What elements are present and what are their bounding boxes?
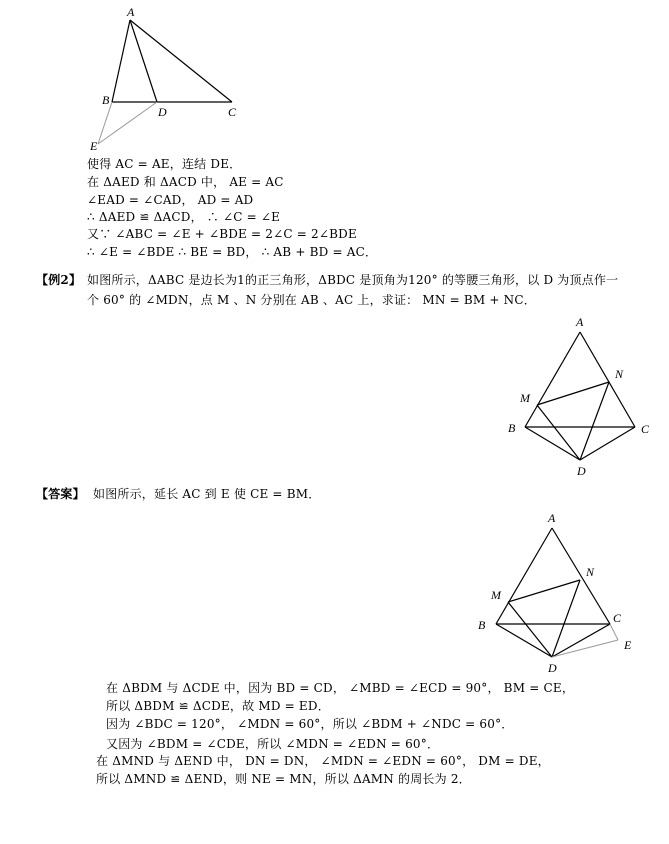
figure-2 [500, 312, 660, 482]
proof1-line-3: ∠EAD = ∠CAD， AD = AD [87, 193, 254, 207]
fig2-label-n: N [615, 367, 624, 381]
fig3-label-e: E [624, 638, 632, 652]
fig3-label-b: B [478, 618, 486, 632]
example2-line-2: 个 60° 的 ∠MDN，点 M 、N 分别在 AB 、AC 上，求证： MN = BM + NC． [87, 293, 536, 307]
proof2-line-4: 又因为 ∠BDM = ∠CDE，所以 ∠MDN = ∠EDN = 60°． [106, 737, 440, 751]
proof1-line-4: ∴ ΔAED ≌ ΔACD， ∴ ∠C = ∠E [87, 210, 281, 224]
proof1-line-2: 在 ΔAED 和 ΔACD 中， AE = AC [87, 175, 284, 189]
fig2-label-m: M [520, 391, 530, 405]
point-label-a: A [127, 5, 135, 19]
proof2-line-1: 在 ΔBDM 与 ΔCDE 中，因为 BD = CD， ∠MBD = ∠ECD = 90°， BM = CE， [106, 681, 575, 695]
figure-1 [80, 4, 250, 156]
proof1-line-1: 使得 AC = AE，连结 DE． [87, 157, 242, 171]
fig2-label-c: C [641, 422, 650, 436]
figure-3 [470, 506, 650, 678]
proof2-line-3: 因为 ∠BDC = 120°， ∠MDN = 60°，所以 ∠BDM + ∠NDC = 60°． [106, 717, 514, 731]
point-label-e: E [90, 139, 98, 153]
answer-label: 【答案】 [36, 487, 85, 501]
fig3-label-m: M [491, 588, 501, 602]
fig2-label-d: D [577, 464, 586, 478]
fig3-label-c: C [613, 611, 622, 625]
proof2-line-6: 所以 ΔMND ≌ ΔEND，则 NE = MN，所以 ΔAMN 的周长为 2． [96, 772, 471, 786]
fig3-label-a: A [548, 511, 556, 525]
answer-text: 如图所示，延长 AC 到 E 使 CE = BM． [93, 487, 321, 501]
fig2-label-a: A [576, 315, 584, 329]
point-label-d: D [158, 105, 167, 119]
point-label-c: C [228, 105, 237, 119]
proof2-line-5: 在 ΔMND 与 ΔEND 中， DN = DN， ∠MDN = ∠EDN = 60°， DM = DE， [96, 754, 550, 768]
point-label-b: B [102, 93, 110, 107]
fig3-label-d: D [548, 661, 557, 675]
proof2-line-2: 所以 ΔBDM ≌ ΔCDE，故 MD = ED． [106, 699, 330, 713]
fig3-label-n: N [586, 565, 595, 579]
fig2-label-b: B [508, 421, 516, 435]
example2-label: 【例2】 [36, 273, 82, 287]
example2-line-1: 如图所示，ΔABC 是边长为1的正三角形，ΔBDC 是顶角为120° 的等腰三角形，以 D 为顶点作一 [87, 273, 619, 287]
proof1-line-6: ∴ ∠E = ∠BDE ∴ BE = BD， ∴ AB + BD = AC． [87, 245, 378, 259]
proof1-line-5: 又∵ ∠ABC = ∠E + ∠BDE = 2∠C = 2∠BDE [87, 227, 357, 241]
